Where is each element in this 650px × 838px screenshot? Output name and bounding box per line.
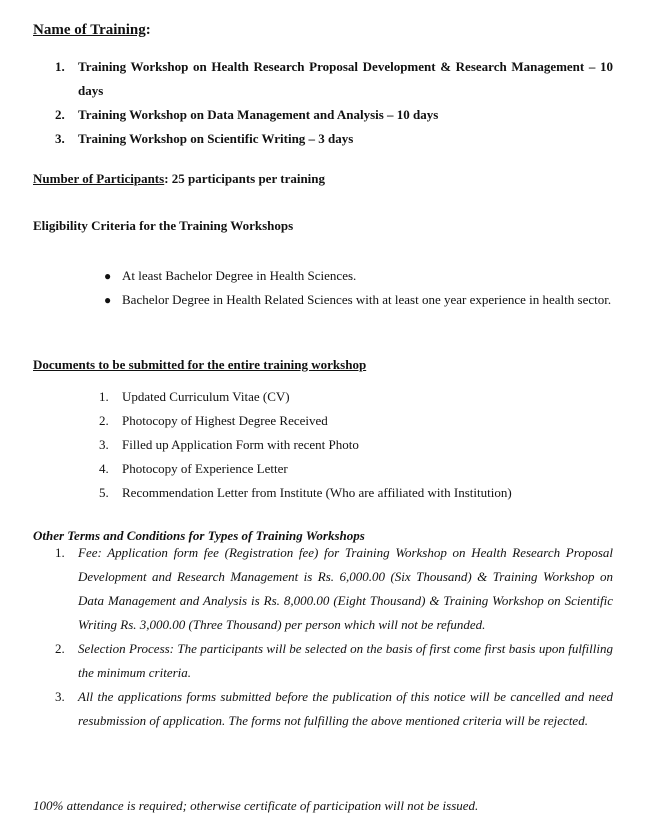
list-item: [99, 433, 613, 457]
participants-value: : 25 participants per training: [164, 171, 326, 186]
list-item: [99, 409, 613, 433]
item-number: 1.: [99, 389, 109, 404]
attendance-note: 100% attendance is required; otherwise certificate of participation will not be issued.: [33, 798, 479, 813]
item-number: 3.: [55, 131, 65, 146]
bullet-icon: ●: [104, 293, 112, 307]
item-text: Filled up Application Form with recent Photo: [122, 437, 359, 452]
item-number: 5.: [99, 485, 109, 500]
list-item: [55, 127, 613, 151]
list-item: [55, 685, 613, 733]
heading-text: Name of Training: [33, 22, 146, 38]
documents-heading: Documents to be submitted for the entire training workshop: [33, 357, 367, 372]
documents-list: [99, 385, 613, 505]
list-item: [99, 385, 613, 409]
item-text: Photocopy of Highest Degree Received: [122, 413, 328, 428]
list-item: [104, 264, 613, 288]
item-number: 4.: [99, 461, 109, 476]
item-text: Photocopy of Experience Letter: [122, 461, 288, 476]
list-item: [55, 637, 613, 685]
item-text: Bachelor Degree in Health Related Sciences with at least one year experience in health sector.: [122, 292, 612, 307]
item-text: At least Bachelor Degree in Health Sciences.: [122, 268, 357, 283]
eligibility-list: [104, 264, 613, 312]
item-text: Training Workshop on Health Research Proposal Development & Research Management – 10 days: [78, 59, 613, 98]
eligibility-heading: Eligibility Criteria for the Training Workshops: [33, 218, 294, 233]
list-item: [99, 457, 613, 481]
list-item: [99, 481, 613, 505]
item-text: Training Workshop on Scientific Writing – 3 days: [78, 131, 354, 146]
item-number: 1.: [55, 545, 65, 560]
terms-list: [55, 541, 613, 733]
item-text: Training Workshop on Data Management and Analysis – 10 days: [78, 107, 439, 122]
name-of-training-heading: [33, 22, 151, 39]
heading-colon: :: [145, 22, 151, 38]
terms-heading: Other Terms and Conditions for Types of Training Workshops: [33, 528, 365, 543]
item-number: 1.: [55, 59, 65, 74]
item-text: Fee: Application form fee (Registration fee) for Training Workshop on Health Research Proposal Development and Research Management is Rs. 6,000.00 (Six Thousand) & Training Workshop on Data Management and Analysis is Rs. 8,000.00 (Eight Thousand) & Training Workshop on Scientific Writing Rs. 3,000.00 (Three Thousand) per person which will not be refunded.: [78, 545, 613, 632]
bullet-icon: ●: [104, 269, 112, 283]
item-text: All the applications forms submitted before the publication of this notice will be cancelled and need resubmission of application. The forms not fulfilling the above mentioned criteria will be rejected.: [78, 689, 613, 728]
item-text: Recommendation Letter from Institute (Who are affiliated with Institution): [122, 485, 512, 500]
participants-line: [33, 171, 325, 187]
item-text: Updated Curriculum Vitae (CV): [122, 389, 290, 404]
list-item: [55, 103, 613, 127]
participants-label: Number of Participants: [33, 171, 165, 186]
item-text: Selection Process: The participants will be selected on the basis of first come first basis upon fulfilling the minimum criteria.: [78, 641, 613, 680]
list-item: [55, 55, 613, 103]
item-number: 2.: [99, 413, 109, 428]
list-item: [55, 541, 613, 637]
training-list: [55, 55, 613, 151]
item-number: 3.: [55, 689, 65, 704]
item-number: 2.: [55, 641, 65, 656]
list-item: [104, 288, 613, 312]
item-number: 2.: [55, 107, 65, 122]
item-number: 3.: [99, 437, 109, 452]
